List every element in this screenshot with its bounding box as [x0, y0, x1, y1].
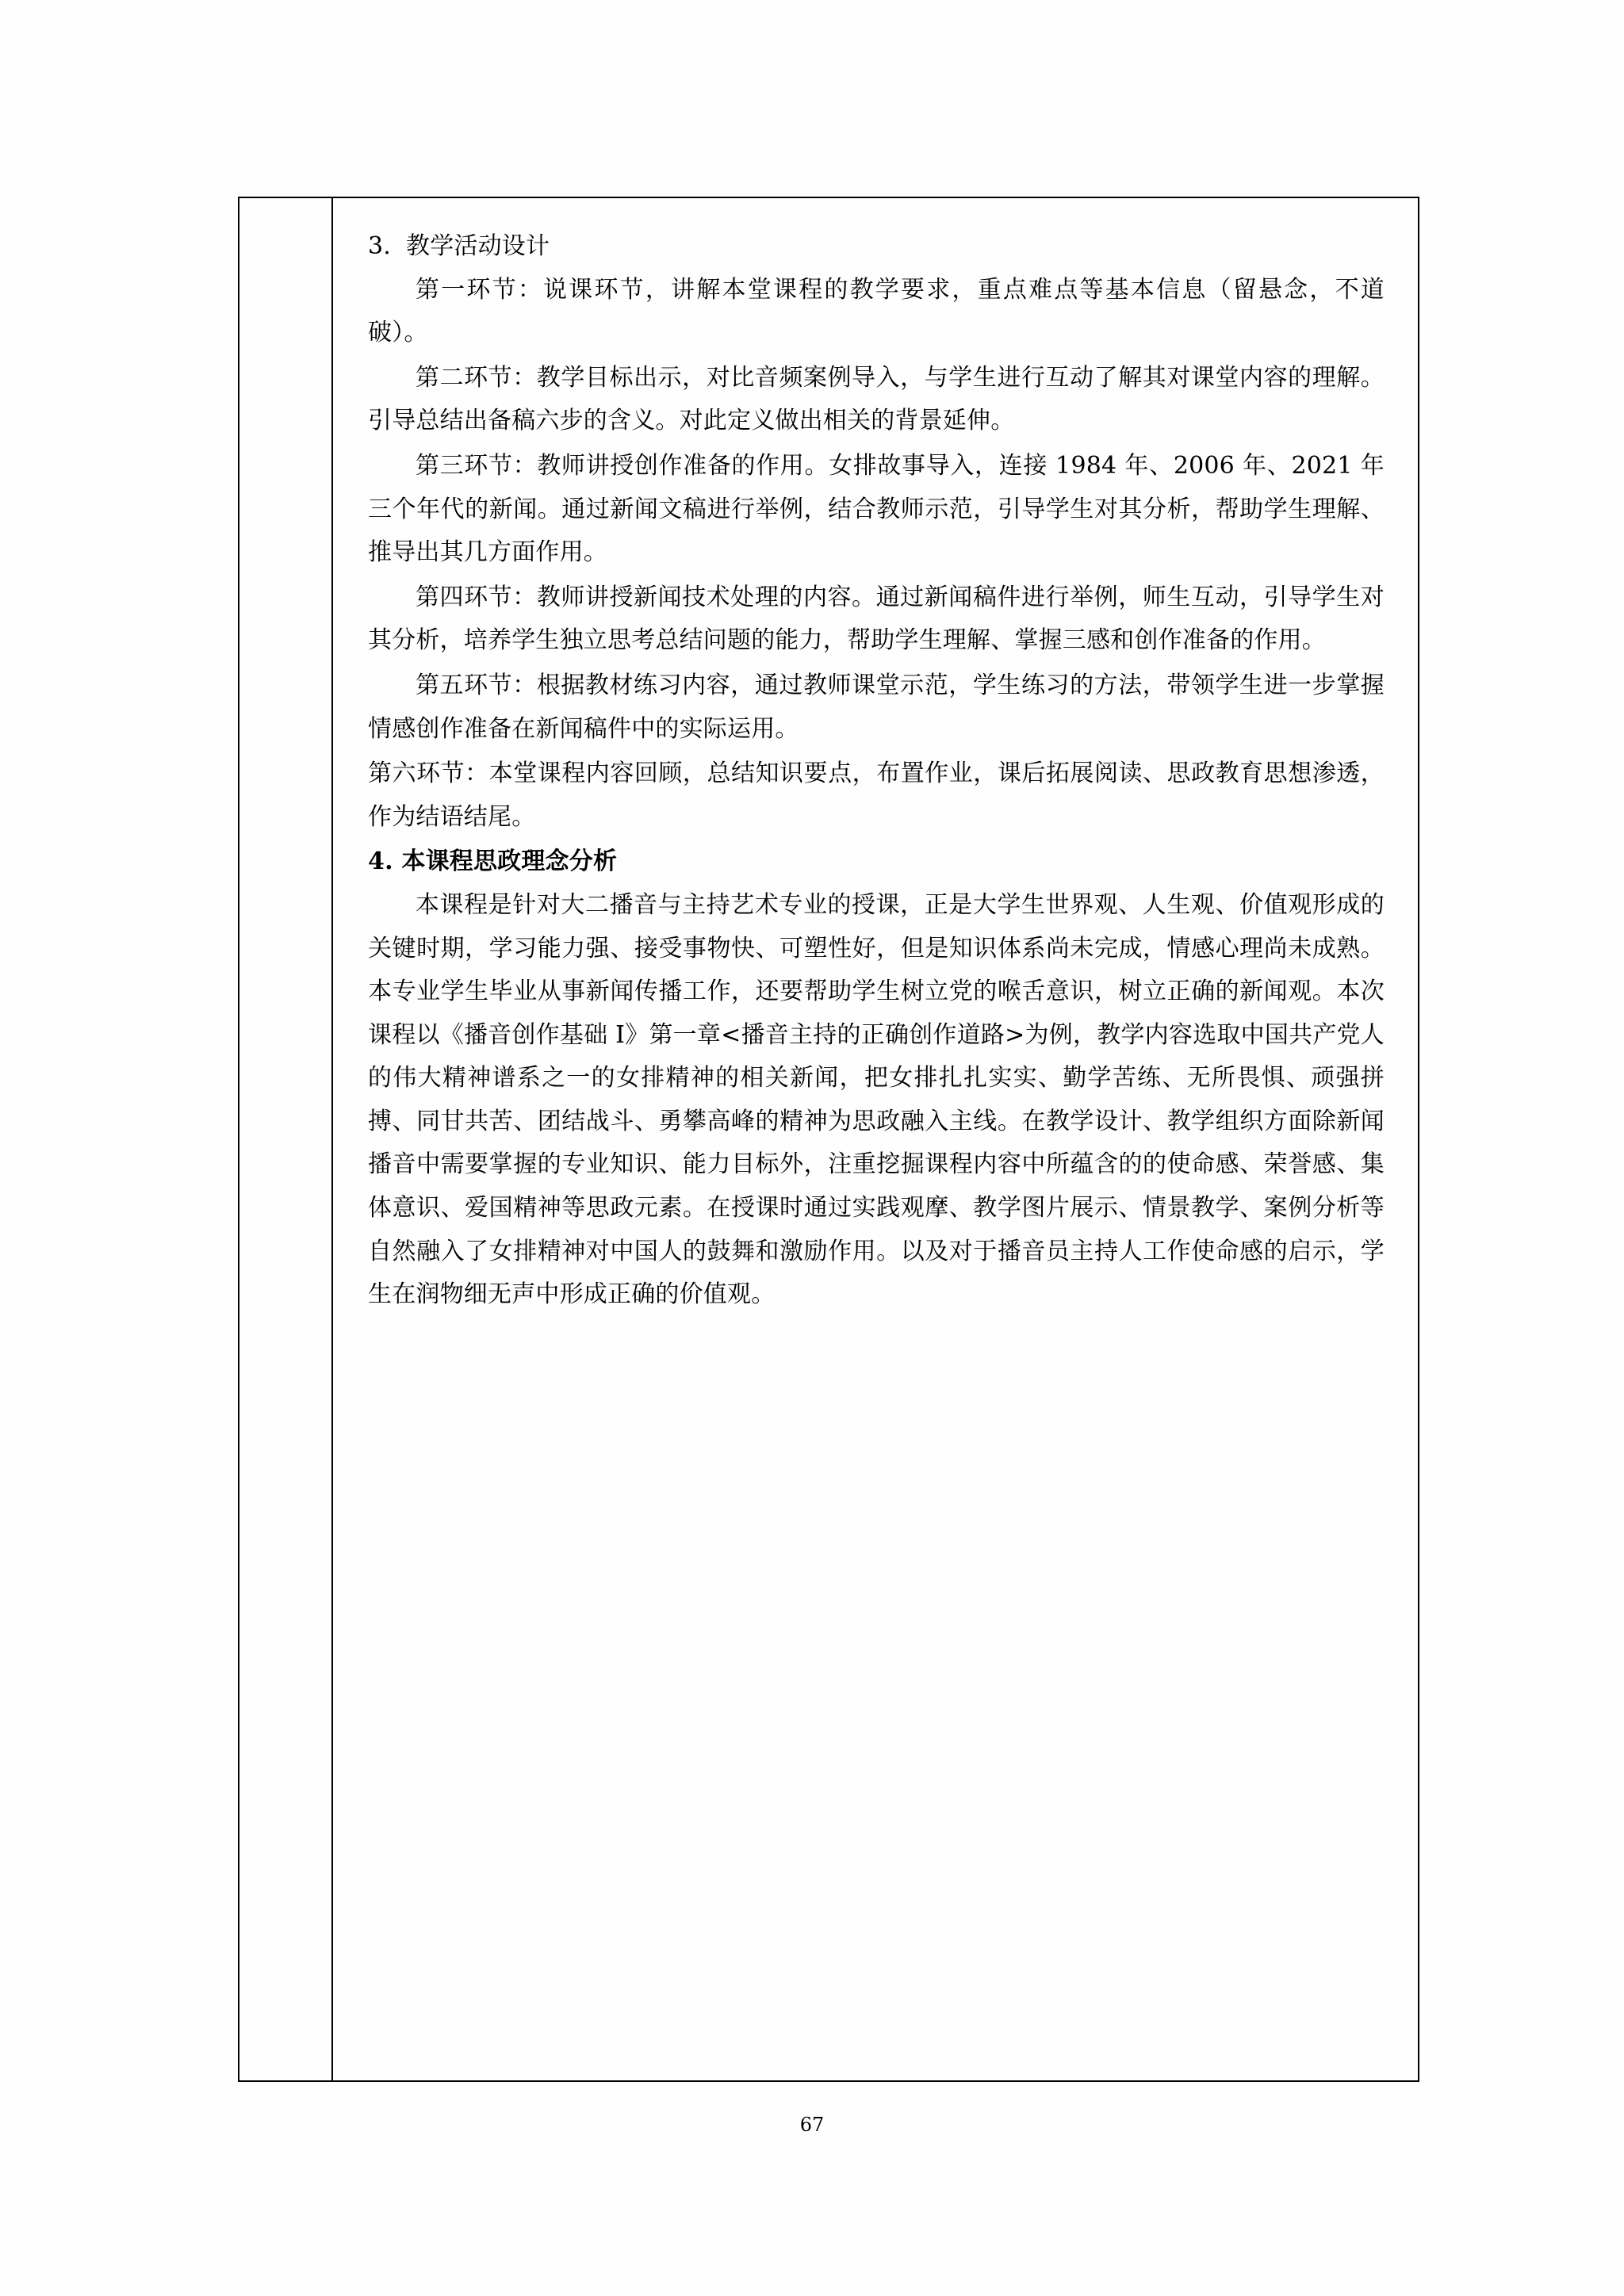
page-number: 67	[799, 2114, 825, 2136]
paragraph-step-3: 第三环节：教师讲授创作准备的作用。女排故事导入，连接 1984 年、2006 年、2021 年三个年代的新闻。通过新闻文稿进行举例，结合教师示范，引导学生对其分析，帮助学生理解、推导出其几方面作用。	[368, 451, 1385, 567]
section-3-heading	[368, 225, 1385, 269]
table-label-column	[239, 198, 333, 2080]
paragraph-step-5: 第五环节：根据教材练习内容，通过教师课堂示范，学生练习的方法，带领学生进一步掌握情感创作准备在新闻稿件中的实际运用。	[368, 671, 1385, 743]
section-3-number: 3.	[368, 232, 392, 260]
paragraph-ideology-analysis: 本课程是针对大二播音与主持艺术专业的授课，正是大学生世界观、人生观、价值观形成的关键时期，学习能力强、接受事物快、可塑性好，但是知识体系尚未完成，情感心理尚未成熟。本专业学生毕业从事新闻传播工作，还要帮助学生树立党的喉舌意识，树立正确的新闻观。本次课程以《播音创作基础 I》第一章<播音主持的正确创作道路>为例，教学内容选取中国共产党人的伟大精神谱系之一的女排精神的相关新闻，把女排扎扎实实、勤学苦练、无所畏惧、顽强拼搏、同甘共苦、团结战斗、勇攀高峰的精神为思政融入主线。在教学设计、教学组织方面除新闻播音中需要掌握的专业知识、能力目标外，注重挖掘课程内容中所蕴含的的使命感、荣誉感、集体意识、爱国精神等思政元素。在授课时通过实践观摩、教学图片展示、情景教学、案例分析等自然融入了女排精神对中国人的鼓舞和激励作用。以及对于播音员主持人工作使命感的启示，学生在润物细无声中形成正确的价值观。	[368, 890, 1385, 1309]
paragraph-step-4: 第四环节：教师讲授新闻技术处理的内容。通过新闻稿件进行举例，师生互动，引导学生对其分析，培养学生独立思考总结问题的能力，帮助学生理解、掌握三感和创作准备的作用。	[368, 583, 1385, 655]
content-table	[238, 197, 1419, 2082]
paragraph-step-6: 第六环节：本堂课程内容回顾，总结知识要点，布置作业，课后拓展阅读、思政教育思想渗透，作为结语结尾。	[368, 760, 1385, 831]
section-3-title: 教学活动设计	[406, 232, 550, 260]
table-content-column	[333, 198, 1418, 2080]
paragraph-step-1: 第一环节：说课环节，讲解本堂课程的教学要求，重点难点等基本信息（留悬念，不道破）。	[368, 275, 1385, 347]
paragraph-step-2: 第二环节：教学目标出示，对比音频案例导入，与学生进行互动了解其对课堂内容的理解。引导总结出备稿六步的含义。对此定义做出相关的背景延伸。	[368, 363, 1385, 435]
section-4-heading: 4. 本课程思政理念分析	[368, 848, 618, 876]
